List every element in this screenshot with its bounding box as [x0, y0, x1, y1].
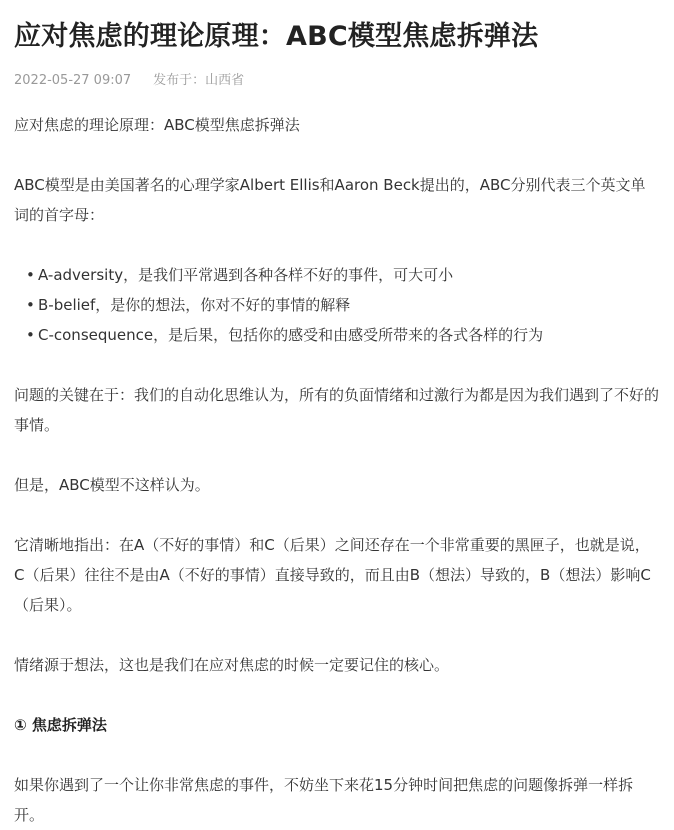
list-item [26, 320, 660, 350]
paragraph-abc-model: ABC模型是由美国著名的心理学家Albert Ellis和Aaron Beck提出的，ABC分别代表三个英文单词的首字母： [14, 176, 646, 224]
bullet-icon: • [26, 266, 35, 284]
publish-location: 发布于：山西省 [153, 73, 245, 88]
article-title: 应对焦虑的理论原理：ABC模型焦虑拆弹法 [14, 21, 539, 52]
list-item [26, 290, 660, 320]
paragraph-method: 如果你遇到了一个让你非常焦虑的事件，不妨坐下来花15分钟时间把焦虑的问题像拆弹一样拆开。 [14, 776, 634, 824]
article-meta [14, 72, 660, 90]
abc-definition-list [14, 260, 660, 350]
paragraph-however: 但是，ABC模型不这样认为。 [14, 476, 210, 494]
list-item-text: B-belief，是你的想法，你对不好的事情的解释 [38, 296, 351, 314]
section-heading: ① 焦虑拆弹法 [14, 716, 107, 734]
list-item-text: A-adversity，是我们平常遇到各种各样不好的事件，可大可小 [38, 266, 454, 284]
bullet-icon: • [26, 296, 35, 314]
paragraph-black-box: 它清晰地指出：在A（不好的事情）和C（后果）之间还存在一个非常重要的黑匣子，也就是说，C（后果）往往不是由A（不好的事情）直接导致的，而且由B（想法）导致的，B（想法）影响C（后果）。 [14, 536, 651, 614]
paragraph-key-problem: 问题的关键在于：我们的自动化思维认为，所有的负面情绪和过激行为都是因为我们遇到了不好的事情。 [14, 386, 660, 434]
article-body [14, 110, 660, 830]
list-item [26, 260, 660, 290]
publish-date: 2022-05-27 09:07 [14, 73, 132, 88]
paragraph-intro: 应对焦虑的理论原理：ABC模型焦虑拆弹法 [14, 116, 300, 134]
bullet-icon: • [26, 326, 35, 344]
list-item-text: C-consequence，是后果，包括你的感受和由感受所带来的各式各样的行为 [38, 326, 544, 344]
paragraph-core: 情绪源于想法，这也是我们在应对焦虑的时候一定要记住的核心。 [14, 656, 450, 674]
